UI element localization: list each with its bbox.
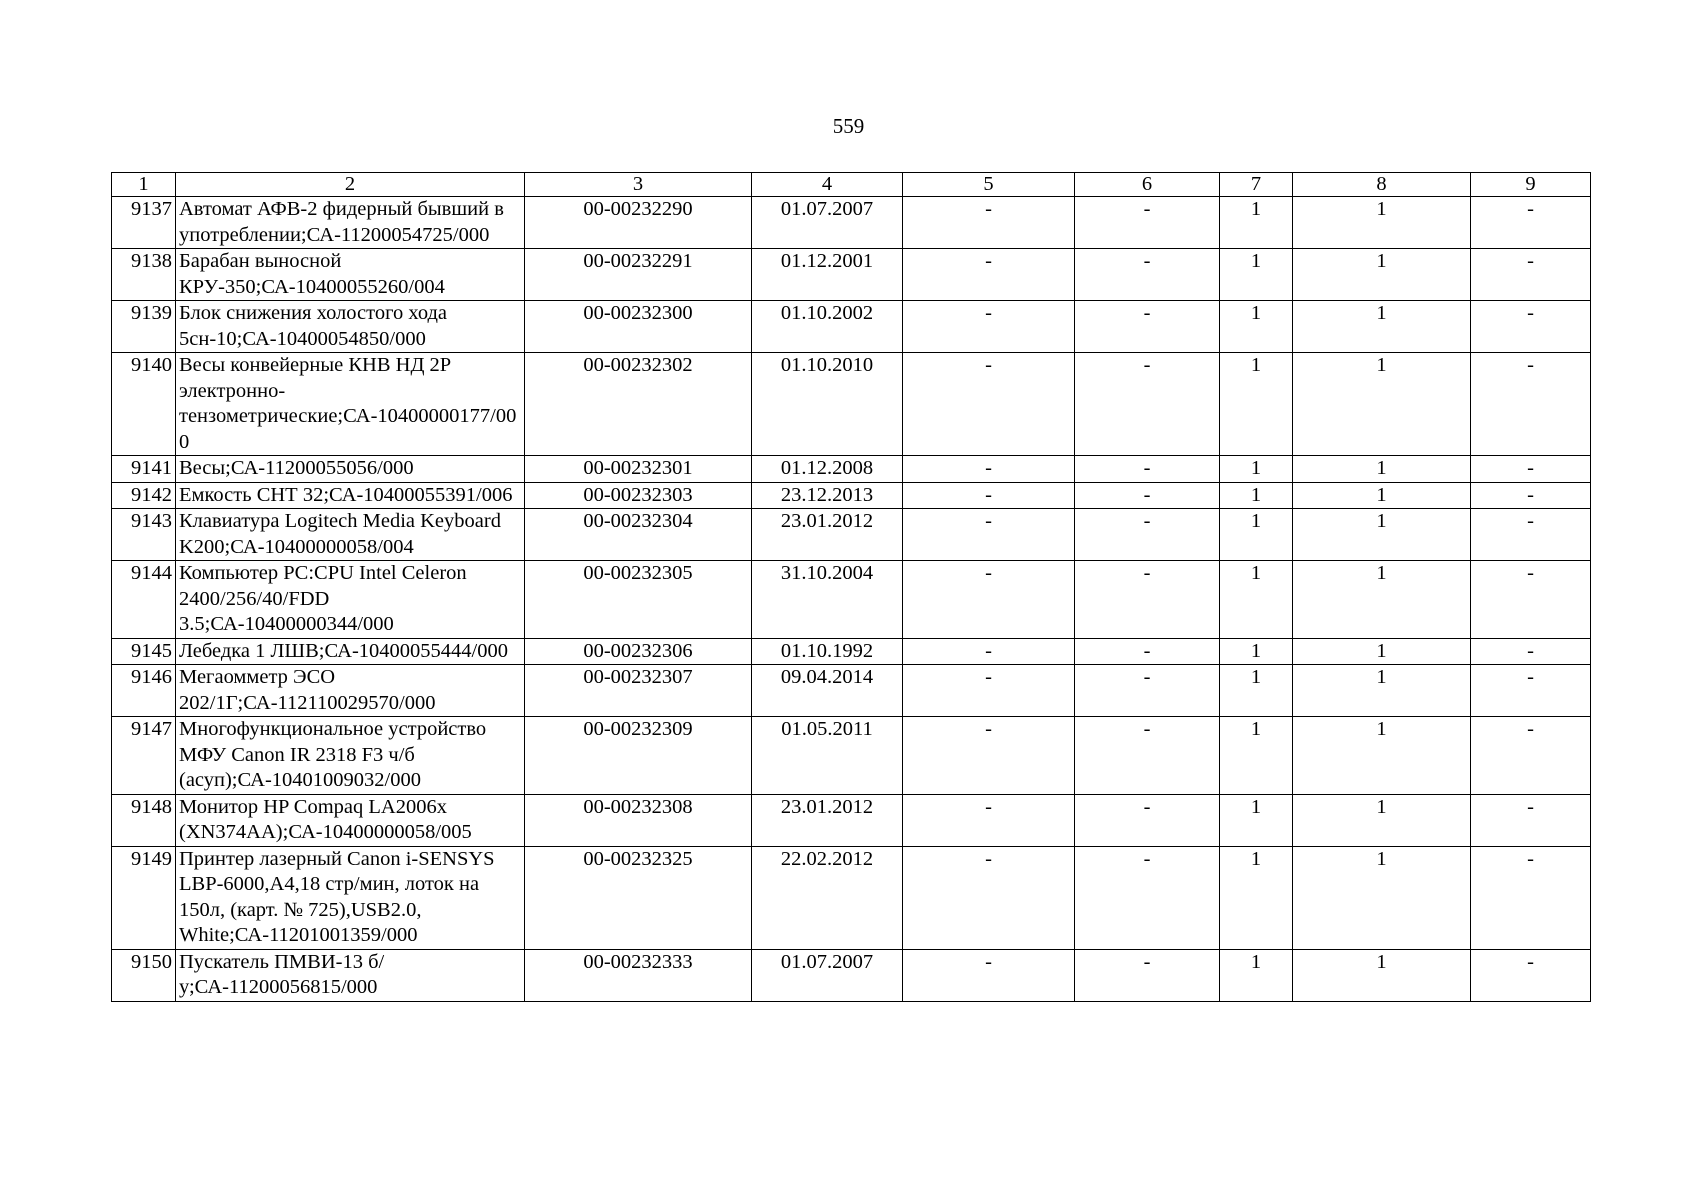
row-number-cell: 9143 [112,509,176,561]
col-7-cell: 1 [1220,665,1293,717]
col-6-cell: - [1075,561,1220,639]
col-9-cell: - [1471,509,1591,561]
col-7-cell: 1 [1220,509,1293,561]
date-cell: 01.07.2007 [752,949,903,1001]
date-cell: 01.10.2002 [752,301,903,353]
table-row [112,301,1591,353]
col-8-cell: 1 [1293,561,1471,639]
col-9-cell: - [1471,846,1591,949]
col-8-cell: 1 [1293,197,1471,249]
table-row [112,561,1591,639]
col-5-cell: - [903,717,1075,795]
date-cell: 23.01.2012 [752,509,903,561]
col-5-cell: - [903,301,1075,353]
col-9-cell: - [1471,717,1591,795]
col-7-cell: 1 [1220,846,1293,949]
item-name-cell: Мегаомметр ЭСО 202/1Г;СА-112110029570/000 [176,665,525,717]
col-7-cell: 1 [1220,638,1293,665]
table-row [112,353,1591,456]
col-6-cell: - [1075,846,1220,949]
inventory-code-cell: 00-00232300 [525,301,752,353]
row-number-cell: 9141 [112,456,176,483]
date-cell: 22.02.2012 [752,846,903,949]
col-8-cell: 1 [1293,846,1471,949]
col-9-cell: - [1471,456,1591,483]
row-number-cell: 9145 [112,638,176,665]
inventory-code-cell: 00-00232307 [525,665,752,717]
item-name-cell: Емкость СНТ 32;СА-10400055391/006 [176,482,525,509]
inventory-code-cell: 00-00232333 [525,949,752,1001]
date-cell: 23.01.2012 [752,794,903,846]
col-9-cell: - [1471,197,1591,249]
table-row [112,482,1591,509]
item-name-cell: Пускатель ПМВИ-13 б/у;СА-11200056815/000 [176,949,525,1001]
table-row [112,638,1591,665]
col-9-cell: - [1471,482,1591,509]
column-header-2: 2 [176,173,525,197]
column-header-9: 9 [1471,173,1591,197]
col-6-cell: - [1075,456,1220,483]
col-9-cell: - [1471,249,1591,301]
item-name-cell: Весы конвейерные КНВ НД 2Р электронно-тензометрические;СА-10400000177/000 [176,353,525,456]
row-number-cell: 9142 [112,482,176,509]
inventory-code-cell: 00-00232304 [525,509,752,561]
table-row [112,249,1591,301]
column-header-1: 1 [112,173,176,197]
table-row [112,717,1591,795]
table-row [112,197,1591,249]
column-header-7: 7 [1220,173,1293,197]
item-name-cell: Блок снижения холостого хода 5сн-10;СА-10400054850/000 [176,301,525,353]
row-number-cell: 9139 [112,301,176,353]
col-7-cell: 1 [1220,482,1293,509]
date-cell: 01.05.2011 [752,717,903,795]
row-number-cell: 9138 [112,249,176,301]
date-cell: 09.04.2014 [752,665,903,717]
col-7-cell: 1 [1220,949,1293,1001]
col-9-cell: - [1471,353,1591,456]
row-number-cell: 9140 [112,353,176,456]
col-7-cell: 1 [1220,353,1293,456]
column-header-5: 5 [903,173,1075,197]
col-6-cell: - [1075,301,1220,353]
col-8-cell: 1 [1293,249,1471,301]
inventory-code-cell: 00-00232308 [525,794,752,846]
col-8-cell: 1 [1293,456,1471,483]
column-header-8: 8 [1293,173,1471,197]
inventory-table [111,172,1591,1002]
item-name-cell: Автомат АФВ-2 фидерный бывший в употреблении;СА-11200054725/000 [176,197,525,249]
col-8-cell: 1 [1293,482,1471,509]
item-name-cell: Монитор HP Compaq LA2006x (XN374AA);СА-10400000058/005 [176,794,525,846]
date-cell: 01.10.2010 [752,353,903,456]
col-9-cell: - [1471,561,1591,639]
col-8-cell: 1 [1293,949,1471,1001]
col-6-cell: - [1075,353,1220,456]
col-7-cell: 1 [1220,249,1293,301]
item-name-cell: Многофункциональное устройство МФУ Canon IR 2318 F3 ч/б (асуп);СА-10401009032/000 [176,717,525,795]
row-number-cell: 9146 [112,665,176,717]
item-name-cell: Барабан выносной КРУ-350;СА-10400055260/004 [176,249,525,301]
inventory-code-cell: 00-00232325 [525,846,752,949]
row-number-cell: 9150 [112,949,176,1001]
col-7-cell: 1 [1220,301,1293,353]
col-6-cell: - [1075,638,1220,665]
column-header-4: 4 [752,173,903,197]
table-body [112,197,1591,1002]
col-6-cell: - [1075,717,1220,795]
col-5-cell: - [903,456,1075,483]
date-cell: 23.12.2013 [752,482,903,509]
header-row [112,173,1591,197]
date-cell: 31.10.2004 [752,561,903,639]
inventory-code-cell: 00-00232303 [525,482,752,509]
item-name-cell: Весы;СА-11200055056/000 [176,456,525,483]
table-row [112,794,1591,846]
page-number: 559 [832,114,865,138]
col-9-cell: - [1471,665,1591,717]
col-8-cell: 1 [1293,717,1471,795]
table-row [112,665,1591,717]
row-number-cell: 9149 [112,846,176,949]
inventory-code-cell: 00-00232309 [525,717,752,795]
item-name-cell: Лебедка 1 ЛШВ;СА-10400055444/000 [176,638,525,665]
col-7-cell: 1 [1220,561,1293,639]
col-6-cell: - [1075,509,1220,561]
col-9-cell: - [1471,794,1591,846]
inventory-code-cell: 00-00232290 [525,197,752,249]
row-number-cell: 9137 [112,197,176,249]
table-row [112,456,1591,483]
col-6-cell: - [1075,665,1220,717]
row-number-cell: 9144 [112,561,176,639]
row-number-cell: 9147 [112,717,176,795]
table-row [112,949,1591,1001]
col-7-cell: 1 [1220,197,1293,249]
col-5-cell: - [903,794,1075,846]
inventory-code-cell: 00-00232301 [525,456,752,483]
col-7-cell: 1 [1220,456,1293,483]
col-8-cell: 1 [1293,509,1471,561]
column-header-3: 3 [525,173,752,197]
row-number-cell: 9148 [112,794,176,846]
col-9-cell: - [1471,301,1591,353]
date-cell: 01.07.2007 [752,197,903,249]
col-5-cell: - [903,509,1075,561]
date-cell: 01.10.1992 [752,638,903,665]
col-6-cell: - [1075,949,1220,1001]
col-5-cell: - [903,249,1075,301]
col-8-cell: 1 [1293,665,1471,717]
col-9-cell: - [1471,638,1591,665]
col-5-cell: - [903,561,1075,639]
inventory-code-cell: 00-00232302 [525,353,752,456]
table-row [112,846,1591,949]
col-9-cell: - [1471,949,1591,1001]
col-6-cell: - [1075,249,1220,301]
col-5-cell: - [903,482,1075,509]
table-row [112,509,1591,561]
col-6-cell: - [1075,482,1220,509]
item-name-cell: Клавиатура Logitech Media Keyboard K200;СА-10400000058/004 [176,509,525,561]
col-5-cell: - [903,638,1075,665]
col-5-cell: - [903,197,1075,249]
col-8-cell: 1 [1293,638,1471,665]
col-5-cell: - [903,665,1075,717]
item-name-cell: Принтер лазерный Canon i-SENSYS LBP-6000,А4,18 стр/мин, лоток на 150л, (карт. № 725),USB2.0, White;СА-11201001359/000 [176,846,525,949]
column-header-6: 6 [1075,173,1220,197]
inventory-code-cell: 00-00232306 [525,638,752,665]
col-8-cell: 1 [1293,353,1471,456]
col-8-cell: 1 [1293,794,1471,846]
date-cell: 01.12.2008 [752,456,903,483]
col-5-cell: - [903,846,1075,949]
col-6-cell: - [1075,794,1220,846]
inventory-code-cell: 00-00232305 [525,561,752,639]
item-name-cell: Компьютер PC:CPU Intel Celeron 2400/256/40/FDD 3.5;СА-10400000344/000 [176,561,525,639]
col-7-cell: 1 [1220,794,1293,846]
col-8-cell: 1 [1293,301,1471,353]
col-7-cell: 1 [1220,717,1293,795]
inventory-code-cell: 00-00232291 [525,249,752,301]
col-6-cell: - [1075,197,1220,249]
col-5-cell: - [903,949,1075,1001]
date-cell: 01.12.2001 [752,249,903,301]
col-5-cell: - [903,353,1075,456]
